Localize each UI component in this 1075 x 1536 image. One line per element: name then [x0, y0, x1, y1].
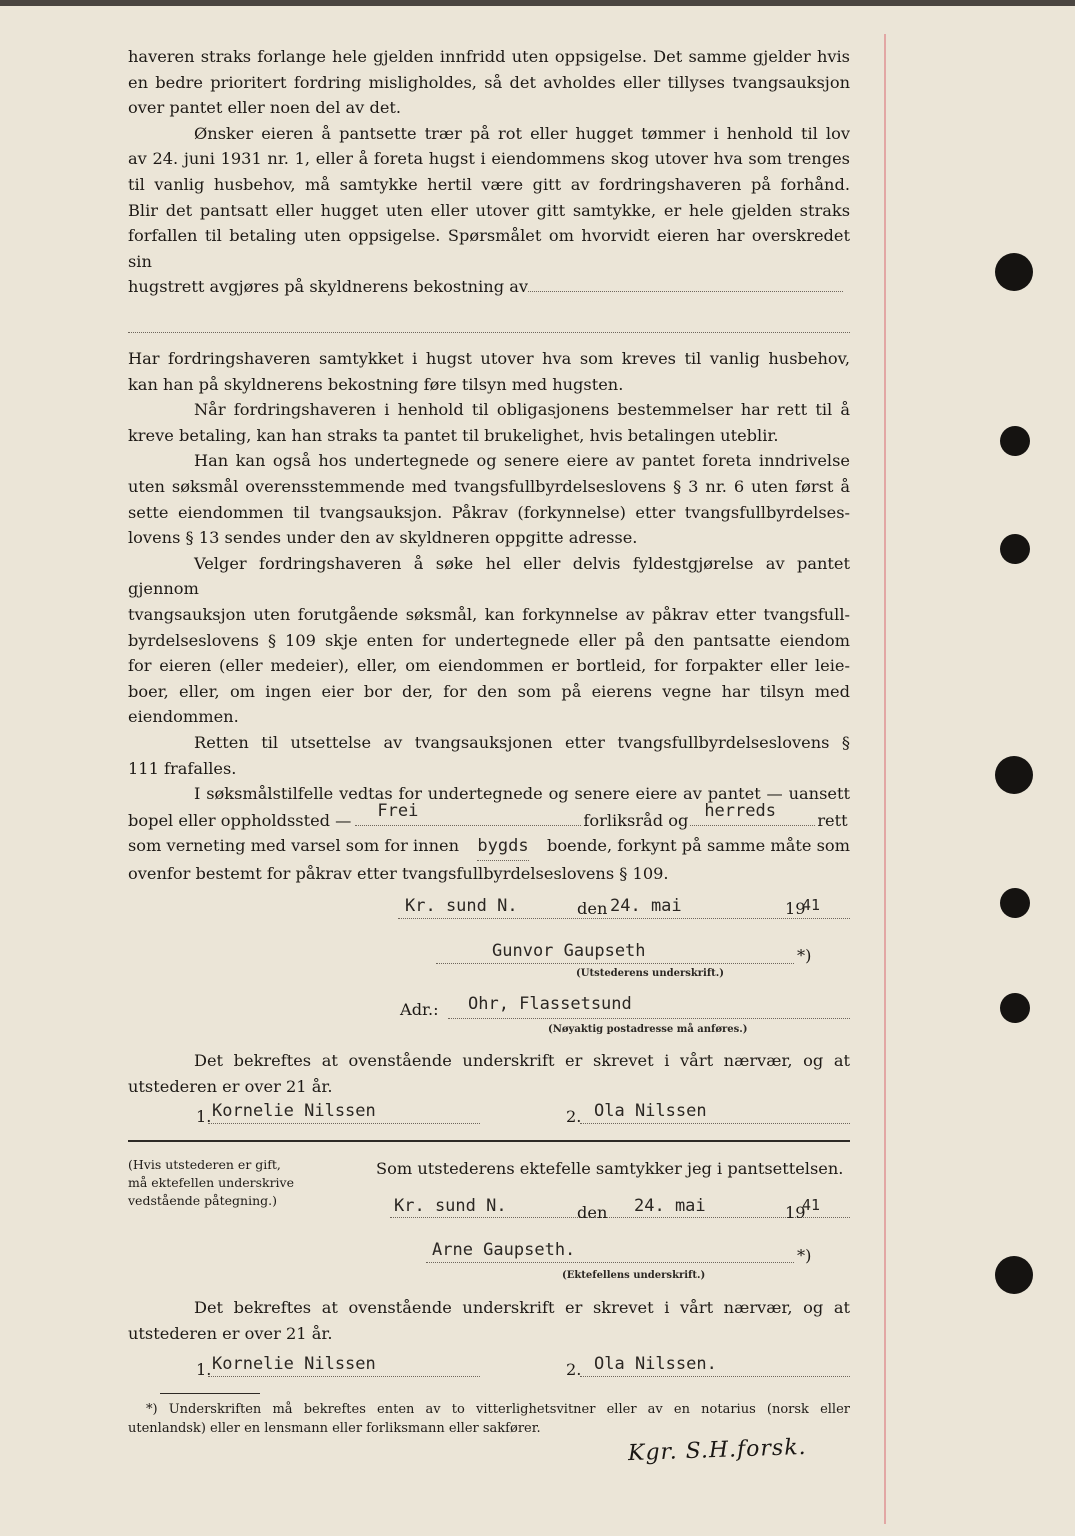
text-line: en bedre prioritert fordring misligholdes, så det avholdes eller tillyses tvangsauksjon	[128, 72, 850, 92]
text-line: forfallen til betaling uten oppsigelse. Spørsmålet om hvorvidt eieren har overskredet sin	[128, 226, 850, 271]
year-suffix: 41	[802, 896, 821, 914]
note-line: må ektefellen underskrive	[128, 1175, 295, 1190]
text-line: I søksmålstilfelle vedtas for undertegnede og senere eiere av pantet — uansett	[194, 784, 850, 804]
text-line: kreve betaling, kan han straks ta pantet til brukelighet, hvis betalingen uteblir.	[128, 425, 779, 445]
text-line: Når fordringshaveren i henhold til obligasjonens bestemmelser har rett til å	[194, 400, 850, 420]
punch-hole	[1000, 534, 1030, 564]
punch-hole	[1000, 426, 1030, 456]
text-line: til vanlig husbehov, må samtykke hertil være gitt av fordringshaveren på forhånd.	[128, 174, 850, 194]
text-line: Han kan også hos undertegnede og senere eiere av pantet foreta inndrivelse	[194, 451, 850, 471]
footnote-divider	[160, 1393, 260, 1394]
witness-name: Ola Nilssen	[594, 1101, 707, 1121]
witness-line	[208, 1123, 480, 1124]
paragraph-rights-clauses	[128, 346, 850, 886]
spouse-consent-text: Som utstederens ektefelle samtykker jeg i pantsettelsen.	[376, 1159, 844, 1178]
sign-place: Kr. sund N.	[394, 1196, 507, 1216]
handwritten-initials: Kgr. S.H.forsk.	[627, 1434, 807, 1467]
venue-value-3: bygds	[477, 834, 528, 861]
issuer-address: Ohr, Flassetsund	[468, 994, 632, 1014]
text-line: utstederen er over 21 år.	[128, 1076, 333, 1096]
sign-place: Kr. sund N.	[405, 896, 518, 916]
text-line: 111 frafalles.	[128, 758, 237, 778]
text-line: sette eiendommen til tvangsauksjon. Påkrav (forkynnelse) etter tvangsfullbyrdelses-	[128, 502, 850, 522]
text-line: tvangsauksjon uten forutgående søksmål, kan forkynnelse av påkrav etter tvangsfull-	[128, 604, 850, 624]
venue-value-2: herreds	[704, 800, 776, 821]
issuer-signature: Gunvor Gaupseth	[492, 941, 646, 961]
text-line: lovens § 13 sendes under den av skyldneren oppgitte adresse.	[128, 528, 638, 548]
text-line: Velger fordringshaveren å søke hel eller delvis fyldestgjørelse av pantet gjennom	[128, 553, 850, 599]
text-line: ovenfor bestemt for påkrav etter tvangsfullbyrdelseslovens § 109.	[128, 863, 669, 883]
text-line-venue	[128, 833, 850, 861]
venue-field-2	[690, 800, 815, 826]
witness-statement	[128, 1295, 850, 1346]
blank-line	[128, 332, 850, 333]
venue-value-1: Frei	[377, 800, 419, 821]
spouse-signature: Arne Gaupseth.	[432, 1240, 576, 1260]
address-caption: (Nøyaktig postadresse må anføres.)	[548, 1024, 748, 1035]
witness-name: Kornelie Nilssen	[212, 1354, 376, 1374]
punch-hole	[995, 253, 1033, 291]
punch-hole	[1000, 888, 1030, 918]
note-line: vedstående påtegning.)	[128, 1193, 277, 1208]
text-line: eiendommen.	[128, 707, 239, 727]
text-line: over pantet eller noen del av det.	[128, 98, 402, 118]
year-prefix: 19	[785, 899, 806, 918]
witness-number: 1.	[196, 1107, 212, 1126]
footnote-line: utenlandsk) eller en lensmann eller forliksmann eller sakfører.	[128, 1421, 541, 1436]
text-line: Det bekreftes at ovenstående underskrift er skrevet i vårt nærvær, og at	[194, 1051, 850, 1070]
witness-line	[580, 1123, 850, 1124]
year-suffix: 41	[802, 1196, 821, 1214]
document-page	[0, 6, 1075, 1536]
text-line: Har fordringshaveren samtykket i hugst utover hva som kreves til vanlig husbehov,	[128, 349, 850, 368]
spouse-note	[128, 1156, 294, 1210]
signature-caption: (Ektefellens underskrift.)	[562, 1270, 706, 1281]
witness-line	[208, 1376, 480, 1377]
text-line: uten søksmål overensstemmende med tvangsfullbyrdelseslovens § 3 nr. 6 uten først å	[128, 476, 850, 496]
text-fragment: hugstrett avgjøres på skyldnerens bekostning av	[128, 277, 528, 297]
punch-hole	[1000, 993, 1030, 1023]
address-label: Adr.:	[400, 1000, 439, 1019]
punch-hole	[995, 756, 1033, 794]
text-line: Retten til utsettelse av tvangsauksjonen etter tvangsfullbyrdelseslovens §	[194, 732, 850, 752]
year-prefix: 19	[785, 1203, 806, 1222]
place-date-line	[398, 918, 850, 919]
section-divider	[128, 1140, 850, 1142]
witness-name: Ola Nilssen.	[594, 1354, 717, 1374]
text-line: boer, eller, om ingen eier bor der, for den som på eierens vegne har tilsyn med	[128, 681, 850, 701]
text-line: for eieren (eller medeier), eller, om eiendommen er bortleid, for forpakter eller leie-	[128, 656, 850, 676]
text-line-venue	[128, 800, 850, 834]
text-line: Det bekreftes at ovenstående underskrift er skrevet i vårt nærvær, og at	[194, 1298, 850, 1317]
text-line: byrdelseslovens § 109 skje enten for undertegnede eller på den pantsatte eiendom	[128, 630, 850, 650]
text-line: haveren straks forlange hele gjelden innfridd uten oppsigelse. Det samme gjelder hvis	[128, 47, 850, 66]
footnote-line: *) Underskriften må bekreftes enten av to vitterlighetsvitner eller av en notarius (norsk eller	[146, 1402, 850, 1417]
text-line: Blir det pantsatt eller hugget uten eller utover gitt samtykke, er hele gjelden straks	[128, 200, 850, 220]
text-fragment: bopel eller oppholdssted —	[128, 810, 352, 830]
address-line	[448, 1018, 850, 1019]
witness-statement	[128, 1048, 850, 1099]
footnote-marker: *)	[797, 1246, 812, 1265]
place-date-line	[390, 1217, 850, 1218]
footnote-marker: *)	[797, 946, 812, 965]
text-fragment: forliksråd og	[583, 810, 689, 830]
text-line: av 24. juni 1931 nr. 1, eller å foreta hugst i eiendommens skog utover hva som trenges	[128, 149, 850, 169]
signature-line	[426, 1262, 794, 1263]
witness-name: Kornelie Nilssen	[212, 1101, 376, 1121]
witness-number: 2.	[566, 1360, 582, 1379]
signature-caption: (Utstederens underskrift.)	[576, 968, 724, 979]
text-fragment: som verneting med varsel som for innen	[128, 836, 460, 856]
den-label: den	[577, 1203, 608, 1222]
text-line	[128, 274, 850, 300]
text-line: Ønsker eieren å pantsette trær på rot eller hugget tømmer i henhold til lov	[194, 123, 850, 143]
blank-field	[528, 291, 843, 292]
margin-line	[884, 34, 886, 1524]
note-line: (Hvis utstederen er gift,	[128, 1157, 281, 1172]
text-line: kan han på skyldnerens bekostning føre tilsyn med hugsten.	[128, 374, 624, 394]
text-fragment: rett	[817, 810, 848, 830]
den-label: den	[577, 899, 608, 918]
witness-line	[580, 1376, 850, 1377]
punch-hole	[995, 1256, 1033, 1294]
sign-date: 24. mai	[610, 896, 682, 916]
footnote	[128, 1400, 850, 1438]
sign-date: 24. mai	[634, 1196, 706, 1216]
paragraph-default-clause	[128, 44, 850, 300]
witness-number: 2.	[566, 1107, 582, 1126]
venue-field-1	[355, 800, 581, 826]
signature-line	[436, 963, 794, 964]
witness-number: 1.	[196, 1360, 212, 1379]
text-fragment: boende, forkynt på samme måte som	[546, 836, 850, 856]
text-line: utstederen er over 21 år.	[128, 1323, 333, 1343]
